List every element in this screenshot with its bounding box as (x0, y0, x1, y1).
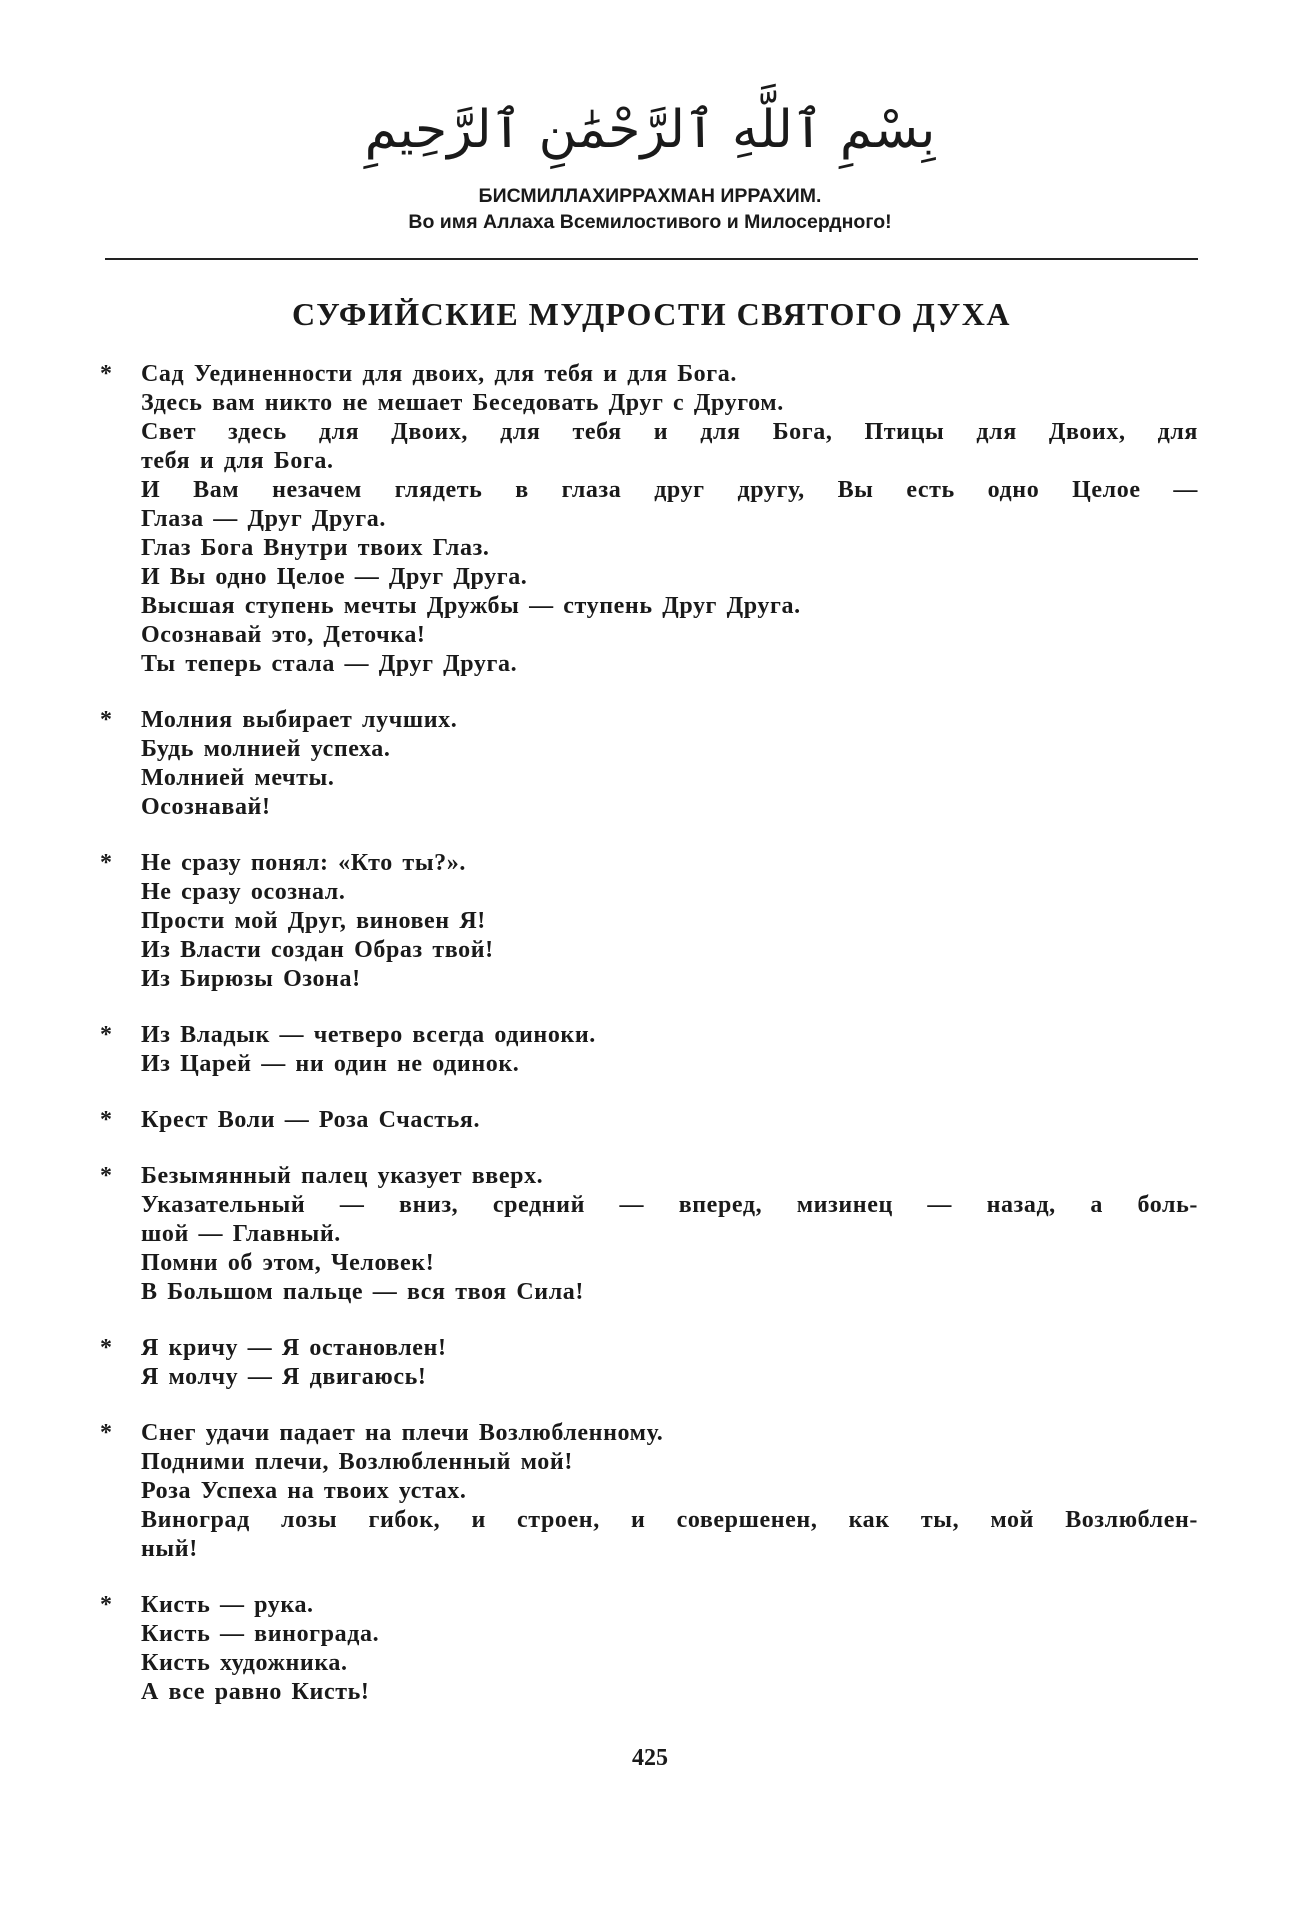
stanza-line: Высшая ступень мечты Дружбы — ступень Друг Друга. (141, 593, 801, 619)
stanza (100, 1106, 1198, 1135)
basmala-translation: Во имя Аллаха Всемилостивого и Милосердного! (408, 211, 892, 233)
stanza-line: А все равно Кисть! (141, 1679, 370, 1705)
stanza-line: Из Бирюзы Озона! (141, 966, 361, 992)
stanza-line: Из Царей — ни один не одинок. (141, 1051, 520, 1077)
header-divider (105, 258, 1198, 260)
stanza-line: Указательный — вниз, средний — вперед, мизинец — назад, а боль- (141, 1192, 1198, 1218)
stanza-marker: * (100, 1592, 112, 1618)
stanza-line: В Большом пальце — вся твоя Сила! (141, 1279, 584, 1305)
stanza-line: Снег удачи падает на плечи Возлюбленному. (141, 1420, 664, 1446)
stanza-marker: * (100, 850, 112, 876)
stanza-line: Прости мой Друг, виновен Я! (141, 908, 486, 934)
stanza-line: Я кричу — Я остановлен! (141, 1335, 447, 1361)
stanza-line: Молнией мечты. (141, 765, 335, 791)
stanza-line: Молния выбирает лучших. (141, 707, 458, 733)
stanza-line: Кисть — рука. (141, 1592, 314, 1618)
stanza-marker: * (100, 1022, 112, 1048)
stanza-line: Осознавай это, Деточка! (141, 622, 426, 648)
stanza (100, 1334, 1198, 1392)
stanza-marker: * (100, 1420, 112, 1446)
stanza-line: Из Власти создан Образ твой! (141, 937, 494, 963)
stanza-line: Крест Воли — Роза Счастья. (141, 1107, 481, 1133)
stanza-marker: * (100, 361, 112, 387)
stanza (100, 1591, 1198, 1707)
stanza (100, 849, 1198, 994)
page-number: 425 (632, 1745, 668, 1771)
page-title: СУФИЙСКИЕ МУДРОСТИ СВЯТОГО ДУХА (292, 296, 1011, 332)
stanza-marker: * (100, 1107, 112, 1133)
stanza-line: тебя и для Бога. (141, 448, 334, 474)
stanza-line: Подними плечи, Возлюбленный мой! (141, 1449, 573, 1475)
stanza-line: ный! (141, 1536, 198, 1562)
stanza-marker: * (100, 1335, 112, 1361)
stanza-line: Не сразу понял: «Кто ты?». (141, 850, 466, 876)
stanza (100, 706, 1198, 822)
stanza-line: Будь молнией успеха. (141, 736, 391, 762)
stanza-list (100, 360, 1198, 1734)
stanza-line: Кисть — винограда. (141, 1621, 380, 1647)
stanza-line: Роза Успеха на твоих устах. (141, 1478, 467, 1504)
stanza-line: Глаза — Друг Друга. (141, 506, 386, 532)
stanza-line: Помни об этом, Человек! (141, 1250, 435, 1276)
stanza-marker: * (100, 1163, 112, 1189)
stanza-line: Здесь вам никто не мешает Беседовать Друг с Другом. (141, 390, 784, 416)
stanza-line: Виноград лозы гибок, и строен, и совершенен, как ты, мой Возлюблен- (141, 1507, 1198, 1533)
stanza-line: Кисть художника. (141, 1650, 348, 1676)
stanza-line: И Вы одно Целое — Друг Друга. (141, 564, 528, 590)
stanza-line: Осознавай! (141, 794, 271, 820)
stanza-line: Ты теперь стала — Друг Друга. (141, 651, 518, 677)
stanza-line: Сад Уединенности для двоих, для тебя и для Бога. (141, 361, 737, 387)
stanza-line: Свет здесь для Двоих, для тебя и для Бога, Птицы для Двоих, для (141, 419, 1198, 445)
basmala-calligraphy: بِسْمِ ٱللَّهِ ٱلرَّحْمَٰنِ ٱلرَّحِيمِ (364, 100, 936, 160)
stanza-line: шой — Главный. (141, 1221, 341, 1247)
stanza-line: Не сразу осознал. (141, 879, 346, 905)
stanza-line: Глаз Бога Внутри твоих Глаз. (141, 535, 490, 561)
stanza-line: Я молчу — Я двигаюсь! (141, 1364, 427, 1390)
stanza-line: Из Владык — четверо всегда одиноки. (141, 1022, 596, 1048)
stanza (100, 1021, 1198, 1079)
page-header (100, 95, 1200, 235)
stanza (100, 1162, 1198, 1307)
basmala-transliteration: БИСМИЛЛАХИРРАХМАН ИРРАХИМ. (478, 185, 822, 207)
stanza-marker: * (100, 707, 112, 733)
stanza-line: И Вам незачем глядеть в глаза друг другу, Вы есть одно Целое — (141, 477, 1198, 503)
stanza (100, 1419, 1198, 1564)
stanza-line: Безымянный палец указует вверх. (141, 1163, 544, 1189)
stanza (100, 360, 1198, 679)
